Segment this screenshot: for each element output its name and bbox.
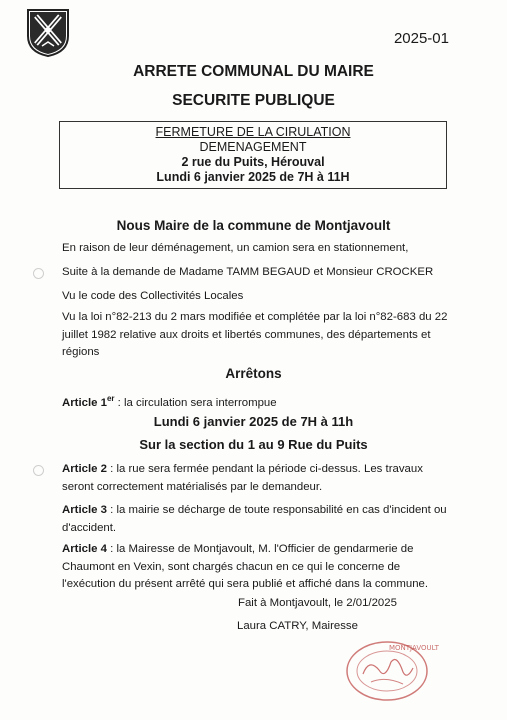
punch-hole-mark xyxy=(33,268,44,279)
article-1-label: Article 1 xyxy=(62,396,107,409)
preamble-para-1: En raison de leur déménagement, un camion sera en stationnement, xyxy=(62,242,409,254)
closure-address: 2 rue du Puits, Hérouval xyxy=(181,155,325,169)
article-1 xyxy=(62,390,450,412)
decree-reference-number: 2025-01 xyxy=(393,30,449,47)
article-2 xyxy=(62,461,450,496)
article-3-text: : la mairie se décharge de toute responsabilité en cas d'incident ou d'accident. xyxy=(62,504,447,534)
article-3 xyxy=(62,502,450,537)
article-1-ordinal: er xyxy=(106,394,115,403)
mairie-stamp-icon xyxy=(345,640,439,702)
signature-place-date: Fait à Montjavoult, le 2/01/2025 xyxy=(238,597,397,609)
punch-hole-mark xyxy=(33,465,44,476)
article-4 xyxy=(62,541,450,594)
article-3-label: Article 3 xyxy=(62,504,107,516)
closure-summary-box xyxy=(59,121,447,189)
preamble-para-3: Vu le code des Collectivités Locales xyxy=(62,290,244,302)
closure-date: Lundi 6 janvier 2025 de 7H à 11H xyxy=(156,170,350,184)
closure-section-line: Sur la section du 1 au 9 Rue du Puits xyxy=(139,437,368,452)
article-4-label: Article 4 xyxy=(62,543,107,555)
preamble-para-2: Suite à la demande de Madame TAMM BEGAUD et Monsieur CROCKER xyxy=(62,266,434,278)
arretons-heading: Arrêtons xyxy=(225,366,282,381)
preamble-heading: Nous Maire de la commune de Montjavoult xyxy=(116,218,391,233)
document-subtitle: SECURITE PUBLIQUE xyxy=(172,92,335,109)
article-2-label: Article 2 xyxy=(62,463,107,475)
article-4-text: : la Mairesse de Montjavoult, M. l'Officier de gendarmerie de Chaumont en Vexin, sont chargés chacun en ce qui le concerne de l'exécution du présent arrêté qui sera publié et affiché dans la commune. xyxy=(62,543,429,590)
document-title: ARRETE COMMUNAL DU MAIRE xyxy=(133,63,374,80)
article-1-text: : la circulation sera interrompue xyxy=(114,396,277,409)
municipal-crest-icon xyxy=(26,8,70,58)
signature-name: Laura CATRY, Mairesse xyxy=(237,620,358,632)
preamble-para-4: Vu la loi n°82-213 du 2 mars modifiée et complétée par la loi n°82-683 du 22 juillet 1982 relative aux droits et libertés communes, des départements et régions xyxy=(62,311,448,358)
stamp-text: MONTJAVOULT xyxy=(389,644,439,652)
closure-date-line: Lundi 6 janvier 2025 de 7H à 11h xyxy=(153,414,354,429)
article-2-text: : la rue sera fermée pendant la période ci-dessus. Les travaux seront correctement matérialisés par le demandeur. xyxy=(62,463,423,493)
closure-reason: DEMENAGEMENT xyxy=(199,140,307,154)
closure-title: FERMETURE DE LA CIRULATION xyxy=(155,125,351,139)
